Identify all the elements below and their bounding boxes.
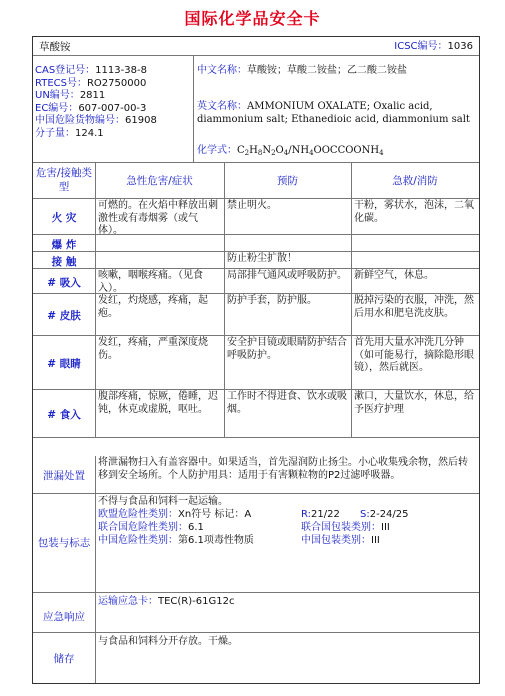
chinese-name: 中文名称：草酸铵；草酸二铵盐；乙二酸二铵盐	[197, 65, 407, 76]
col-divider	[95, 390, 96, 437]
row-symptoms	[96, 235, 224, 237]
emergency-text: 运输应急卡：TEC(R)-61G12c	[98, 596, 235, 607]
table-row	[33, 294, 479, 336]
storage-row	[33, 633, 479, 683]
row-symptoms	[96, 252, 224, 254]
row-prevention: 安全护目镜或眼睛防护结合呼吸防护。	[227, 337, 347, 361]
row-prevention	[225, 235, 351, 237]
col-divider	[95, 252, 96, 268]
col-divider	[95, 163, 96, 198]
chemical-formula: 化学式：$C_2H_8N_2O_4/NH_4OOCCOONH_4$	[197, 145, 384, 157]
header-col1: 急性危害/症状	[126, 175, 193, 187]
storage-label: 储存	[53, 653, 75, 665]
row-symptoms: 发红，疼痛，严重深度烧伤。	[98, 337, 208, 361]
identifiers-block	[33, 56, 479, 163]
table-row	[33, 269, 479, 294]
row-aid: 新鲜空气，休息。	[354, 270, 434, 281]
row-type-label: 接 触	[51, 255, 77, 268]
emergency-row	[33, 593, 479, 633]
row-prevention: 防止粉尘扩散！	[227, 253, 297, 264]
row-type-label: # 皮肤	[47, 310, 81, 322]
table-row	[33, 336, 479, 390]
row-type-label: # 眼睛	[47, 358, 81, 370]
col-divider	[224, 336, 225, 389]
row-type-label: 火 灾	[51, 212, 77, 224]
col-divider	[351, 199, 352, 234]
table-header	[33, 163, 479, 199]
row-prevention: 禁止明火。	[227, 200, 277, 211]
col-divider	[351, 269, 352, 293]
icsc-number: ICSC编号：1036	[394, 41, 473, 52]
header-col3: 急救/消防	[392, 175, 438, 187]
packaging-text: 不得与食品和饲料一起运输。 欧盟危险性类别：Xn符号 标记：A R:21/22 S:2-24/25 联合国危险性类别：6.1 联合国包装类别：III 中国危险性类别：第6.1项毒性物质 中国包装类别：III	[98, 496, 409, 546]
row-aid: 脱掉污染的衣服，冲洗，然后用水和肥皂洗皮肤。	[354, 295, 474, 319]
col-divider	[224, 252, 225, 268]
chemical-name: 草酸铵	[39, 41, 71, 53]
row-aid: 漱口，大量饮水，休息，给予医疗护理	[354, 391, 474, 415]
col-divider	[95, 235, 96, 251]
header-row	[33, 37, 479, 56]
col-divider	[224, 294, 225, 335]
table-row	[33, 199, 479, 235]
col-divider	[351, 294, 352, 335]
col-divider	[95, 294, 96, 335]
row-type-label: # 食入	[47, 409, 81, 421]
spill-label: 泄漏处置	[43, 470, 85, 482]
row-aid	[352, 252, 479, 254]
row-prevention: 局部排气通风或呼吸防护。	[227, 270, 347, 281]
table-row	[33, 252, 479, 269]
id-list: CAS登记号：1113-38-8 RTECS号：RO2750000 UN编号：2811 EC编号：607-007-00-3 中国危险货物编号：61908 分子量：124.1	[35, 65, 157, 139]
header-col0: 危害/接触类型	[35, 167, 93, 193]
row-type-label: # 吸入	[47, 276, 81, 289]
row-prevention: 防护手套，防护服。	[227, 295, 317, 306]
storage-text: 与食品和饲料分开存放。干燥。	[98, 636, 238, 647]
spill-text: 将泄漏物扫入有盖容器中。如果适当，首先湿润防止扬尘。小心收集残余物，然后转移到安全场所。个人防护用具：适用于有害颗粒物的P2过滤呼吸器。	[98, 457, 468, 481]
row-aid	[352, 235, 479, 237]
col-divider	[224, 235, 225, 251]
col-divider	[351, 390, 352, 437]
col-divider	[351, 336, 352, 389]
safety-card	[32, 36, 480, 684]
packaging-row	[33, 494, 479, 593]
row-prevention: 工作时不得进食、饮水或吸烟。	[227, 391, 347, 415]
header-col2: 预防	[277, 175, 298, 187]
english-name: 英文名称：AMMONIUM OXALATE; Oxalic acid, diammonium salt; Ethanedioic acid, diammonium salt	[197, 101, 470, 125]
col-divider	[95, 269, 96, 293]
emergency-label: 应急响应	[43, 611, 85, 623]
card-title: 国际化学品安全卡	[184, 9, 321, 28]
col-divider	[351, 235, 352, 251]
packaging-label: 包装与标志	[37, 537, 91, 549]
col-divider	[224, 390, 225, 437]
col-divider	[95, 336, 96, 389]
row-symptoms: 咳嗽，咽喉疼痛。（见食入）。	[98, 270, 203, 294]
row-aid: 干粉，雾状水，泡沫，二氧化碳。	[354, 200, 474, 224]
row-symptoms: 可燃的。在火焰中释放出刺激性或有毒烟雾（或气体）。	[98, 200, 218, 236]
spill-row	[33, 456, 479, 494]
col-divider	[351, 163, 352, 198]
row-symptoms: 发红，灼烧感，疼痛，起疱。	[98, 295, 208, 319]
row-aid: 首先用大量水冲洗几分钟（如可能易行，摘除隐形眼镜），然后就医。	[354, 337, 474, 373]
col-divider	[351, 252, 352, 268]
table-row	[33, 235, 479, 252]
col-divider	[224, 163, 225, 198]
col-divider	[224, 269, 225, 293]
col-divider	[95, 199, 96, 234]
table-row	[33, 390, 479, 438]
col-divider	[224, 199, 225, 234]
row-type-label: 爆 炸	[51, 238, 77, 251]
row-symptoms: 腹部疼痛，惊厥，倦睡，迟钝，休克或虚脱，呕吐。	[98, 391, 218, 415]
